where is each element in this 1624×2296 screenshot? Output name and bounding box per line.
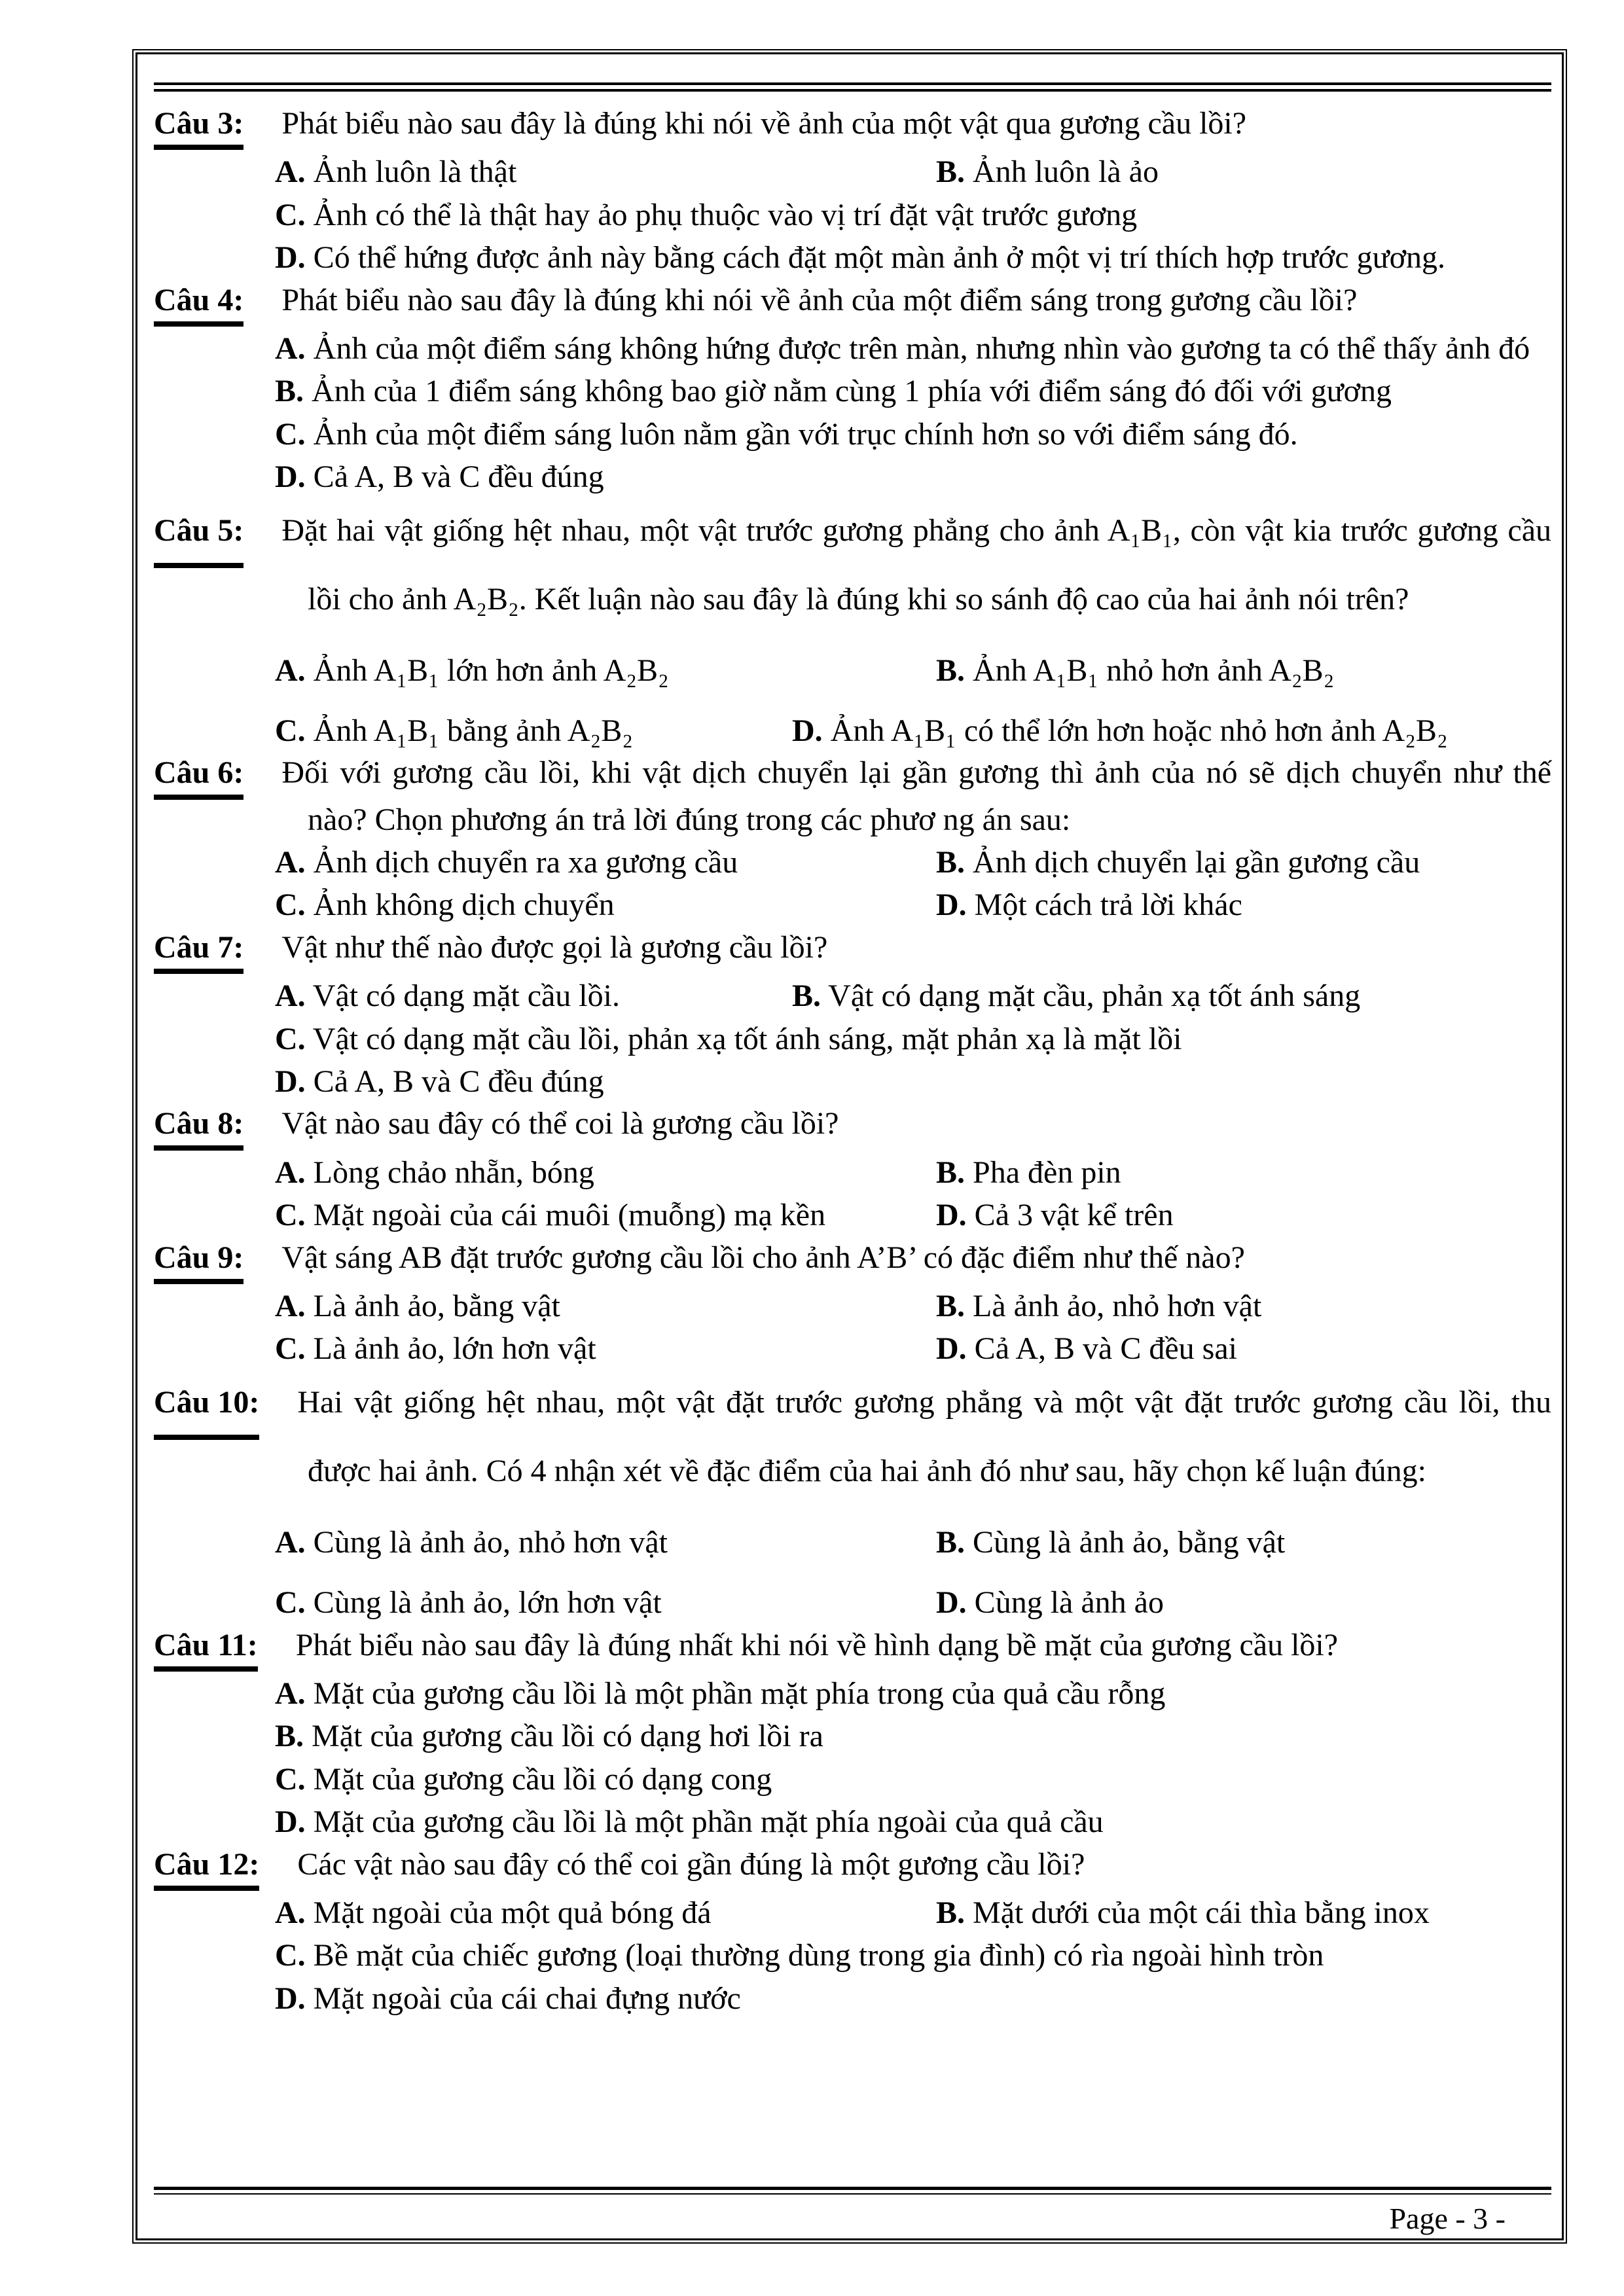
option-row <box>275 1583 1551 1623</box>
option-letter: D. <box>275 459 306 495</box>
option-rows <box>154 1893 1551 2019</box>
option-item: B. Ảnh dịch chuyển lại gần gương cầu <box>936 845 1420 880</box>
option-letter: D. <box>936 1331 967 1367</box>
question-paragraph <box>154 753 1551 840</box>
option-letter: C. <box>275 713 306 748</box>
option-item: A. Ảnh của một điểm sáng không hứng được trên màn, nhưng nhìn vào gương ta có thể thấy ảnh đó <box>275 331 1530 366</box>
option-letter: A. <box>275 154 306 190</box>
option-letter: C. <box>275 888 306 923</box>
option-letter: B. <box>275 1719 304 1754</box>
option-item: B. Cùng là ảnh ảo, bằng vật <box>936 1524 1286 1560</box>
header-separator-rule <box>154 82 1551 92</box>
question-label: Câu 11: <box>154 1625 258 1672</box>
page-number: Page - 3 - <box>1389 2202 1506 2235</box>
footer-separator-rule <box>154 2187 1551 2195</box>
option-item: C. Là ảnh ảo, lớn hơn vật <box>275 1331 596 1367</box>
page-content <box>154 82 1551 2019</box>
option-item: A. Là ảnh ảo, bằng vật <box>275 1288 560 1323</box>
option-rows <box>154 976 1551 1102</box>
option-letter: D. <box>792 713 823 748</box>
option-item: A. Lòng chảo nhẵn, bóng <box>275 1155 594 1190</box>
option-item: D. Mặt ngoài của cái chai đựng nước <box>275 1981 741 2016</box>
option-rows <box>154 651 1551 752</box>
option-letter: C. <box>275 1331 306 1367</box>
option-item: D. Ảnh A₁B₁ có thể lớn hơn hoặc nhỏ hơn ảnh A₂B₂ <box>792 713 1448 748</box>
option-row <box>275 457 1551 497</box>
option-row <box>275 1329 1551 1369</box>
option-letter: B. <box>936 653 965 688</box>
option-item: A. Cùng là ảnh ảo, nhỏ hơn vật <box>275 1524 668 1560</box>
option-letter: B. <box>792 978 821 1014</box>
option-row <box>275 711 1551 751</box>
option-item: D. Một cách trả lời khác <box>936 888 1242 923</box>
option-row <box>275 885 1551 925</box>
option-row <box>275 1759 1551 1800</box>
option-letter: C. <box>275 197 306 232</box>
question-label: Câu 3: <box>154 103 244 150</box>
option-letter: D. <box>936 1198 967 1233</box>
question-block <box>154 1844 1551 2020</box>
option-row <box>275 152 1551 192</box>
option-letter: A. <box>275 1524 306 1560</box>
option-item: D. Cả 3 vật kể trên <box>936 1198 1174 1233</box>
question-block <box>154 1103 1551 1236</box>
option-item: C. Ảnh có thể là thật hay ảo phụ thuộc vào vị trí đặt vật trước gương <box>275 197 1138 232</box>
option-letter: A. <box>275 653 306 688</box>
option-row <box>275 1893 1551 1933</box>
option-letter: D. <box>936 1585 967 1621</box>
option-letter: B. <box>936 845 965 880</box>
option-letter: B. <box>936 1288 965 1323</box>
option-letter: A. <box>275 1288 306 1323</box>
question-paragraph <box>154 1625 1551 1672</box>
question-block <box>154 753 1551 926</box>
option-letter: C. <box>275 1938 306 1973</box>
option-item: C. Ảnh A₁B₁ bằng ảnh A₂B₂ <box>275 713 633 748</box>
option-item: A. Mặt ngoài của một quả bóng đá <box>275 1895 712 1930</box>
option-row <box>275 1286 1551 1327</box>
question-text: Các vật nào sau đây có thể coi gần đúng là một gương cầu lồi? <box>281 1846 1085 1882</box>
question-text: Hai vật giống hệt nhau, một vật đặt trước gương phẳng và một vật đặt trước gương cầu lồi, thu được hai ảnh. Có 4 nhận xét về đặc điểm của hai ảnh đó như sau, hãy chọn kế luận đúng: <box>281 1384 1551 1488</box>
question-text: Đặt hai vật giống hệt nhau, một vật trước gương phẳng cho ảnh A₁B₁, còn vật kia trước gương cầu lồi cho ảnh A₂B₂. Kết luận nào sau đây là đúng khi so sánh độ cao của hai ảnh nói trên? <box>266 512 1551 617</box>
option-rows <box>154 1522 1551 1624</box>
option-letter: C. <box>275 1198 306 1233</box>
option-letter: A. <box>275 1676 306 1711</box>
option-row <box>275 1802 1551 1842</box>
option-item: D. Cả A, B và C đều đúng <box>275 1064 604 1100</box>
option-item: B. Ảnh luôn là ảo <box>936 154 1159 190</box>
option-letter: B. <box>275 374 304 409</box>
question-text: Vật nào sau đây có thể coi là gương cầu lồi? <box>266 1106 839 1141</box>
option-row <box>275 371 1551 412</box>
question-block <box>154 1238 1551 1370</box>
question-text: Phát biểu nào sau đây là đúng khi nói về ảnh của một vật qua gương cầu lồi? <box>266 106 1247 141</box>
question-paragraph <box>154 280 1551 327</box>
option-item: B. Pha đèn pin <box>936 1155 1121 1190</box>
question-block <box>154 1371 1551 1624</box>
option-letter: A. <box>275 1895 306 1930</box>
question-text: Đối với gương cầu lồi, khi vật dịch chuyển lại gần gương thì ảnh của nó sẽ dịch chuyển như thế nào? Chọn phương án trả lời đúng trong các phươ ng án sau: <box>266 755 1551 837</box>
question-label: Câu 10: <box>154 1371 259 1440</box>
question-label: Câu 6: <box>154 753 244 799</box>
option-item: D. Mặt của gương cầu lồi là một phần mặt phía ngoài của quả cầu <box>275 1804 1104 1840</box>
option-row <box>275 414 1551 455</box>
question-label: Câu 8: <box>154 1103 244 1150</box>
question-block <box>154 280 1551 498</box>
option-rows <box>154 152 1551 278</box>
option-row <box>275 238 1551 278</box>
question-paragraph <box>154 927 1551 974</box>
option-letter: C. <box>275 1021 306 1056</box>
option-letter: A. <box>275 978 306 1014</box>
question-label: Câu 12: <box>154 1844 259 1891</box>
option-letter: D. <box>275 240 306 276</box>
option-item: B. Mặt của gương cầu lồi có dạng hơi lồi ra <box>275 1719 823 1754</box>
question-text: Phát biểu nào sau đây là đúng khi nói về ảnh của một điểm sáng trong gương cầu lồi? <box>266 282 1358 317</box>
option-letter: C. <box>275 1761 306 1797</box>
option-item: C. Mặt của gương cầu lồi có dạng cong <box>275 1761 772 1797</box>
option-item: C. Bề mặt của chiếc gương (loại thường dùng trong gia đình) có rìa ngoài hình tròn <box>275 1938 1324 1973</box>
option-item: C. Mặt ngoài của cái muôi (muỗng) mạ kền <box>275 1198 826 1233</box>
question-text: Vật sáng AB đặt trước gương cầu lồi cho ảnh A’B’ có đặc điểm như thế nào? <box>266 1240 1245 1275</box>
option-rows <box>154 842 1551 926</box>
option-letter: D. <box>275 1981 306 2016</box>
option-letter: D. <box>275 1804 306 1840</box>
option-letter: A. <box>275 331 306 366</box>
page-footer <box>154 2187 1551 2236</box>
option-item: C. Ảnh không dịch chuyển <box>275 888 615 923</box>
question-label: Câu 4: <box>154 280 244 327</box>
question-paragraph <box>154 103 1551 150</box>
option-row <box>275 1935 1551 1976</box>
option-item: D. Có thể hứng được ảnh này bằng cách đặt một màn ảnh ở một vị trí thích hợp trước gương. <box>275 240 1445 276</box>
option-item: C. Ảnh của một điểm sáng luôn nằm gần với trục chính hơn so với điểm sáng đó. <box>275 416 1298 452</box>
option-item: A. Mặt của gương cầu lồi là một phần mặt phía trong của quả cầu rỗng <box>275 1676 1166 1711</box>
option-row <box>275 1674 1551 1714</box>
option-item: B. Ảnh của 1 điểm sáng không bao giờ nằm cùng 1 phía với điểm sáng đó đối với gương <box>275 374 1392 409</box>
question-paragraph <box>154 499 1551 631</box>
option-rows <box>154 329 1551 498</box>
option-row <box>275 1979 1551 2019</box>
option-letter: B. <box>936 1155 965 1190</box>
question-paragraph <box>154 1844 1551 1891</box>
option-row <box>275 329 1551 369</box>
option-item: D. Cả A, B và C đều sai <box>936 1331 1237 1367</box>
question-label: Câu 9: <box>154 1238 244 1284</box>
option-rows <box>154 1286 1551 1370</box>
option-letter: B. <box>936 1524 965 1560</box>
option-row <box>275 1195 1551 1236</box>
question-paragraph <box>154 1103 1551 1150</box>
option-item: B. Ảnh A₁B₁ nhỏ hơn ảnh A₂B₂ <box>936 653 1335 688</box>
option-letter: B. <box>936 154 965 190</box>
option-row <box>275 1153 1551 1193</box>
option-row <box>275 842 1551 883</box>
question-block <box>154 927 1551 1103</box>
option-letter: D. <box>936 888 967 923</box>
question-block <box>154 1625 1551 1843</box>
option-row <box>275 651 1551 691</box>
option-rows <box>154 1674 1551 1843</box>
question-label: Câu 5: <box>154 499 244 568</box>
option-rows <box>154 1153 1551 1236</box>
question-block <box>154 103 1551 279</box>
option-row <box>275 195 1551 236</box>
question-text: Vật như thế nào được gọi là gương cầu lồi? <box>266 929 828 965</box>
option-letter: C. <box>275 416 306 452</box>
option-item: B. Vật có dạng mặt cầu, phản xạ tốt ánh sáng <box>792 978 1361 1014</box>
option-item: A. Ảnh dịch chuyển ra xa gương cầu <box>275 845 738 880</box>
option-item: D. Cả A, B và C đều đúng <box>275 459 604 495</box>
question-text: Phát biểu nào sau đây là đúng nhất khi nói về hình dạng bề mặt của gương cầu lồi? <box>280 1627 1339 1662</box>
option-item: B. Mặt dưới của một cái thìa bằng inox <box>936 1895 1430 1930</box>
option-row <box>275 1019 1551 1060</box>
option-letter: C. <box>275 1585 306 1621</box>
question-label: Câu 7: <box>154 927 244 974</box>
option-row <box>275 1716 1551 1757</box>
option-letter: A. <box>275 1155 306 1190</box>
question-paragraph <box>154 1238 1551 1284</box>
question-paragraph <box>154 1371 1551 1503</box>
option-item: C. Vật có dạng mặt cầu lồi, phản xạ tốt ánh sáng, mặt phản xạ là mặt lồi <box>275 1021 1182 1056</box>
option-row <box>275 1062 1551 1102</box>
option-item: A. Ảnh luôn là thật <box>275 154 517 190</box>
option-letter: A. <box>275 845 306 880</box>
option-item: D. Cùng là ảnh ảo <box>936 1585 1164 1621</box>
option-item: B. Là ảnh ảo, nhỏ hơn vật <box>936 1288 1262 1323</box>
option-item: A. Vật có dạng mặt cầu lồi. <box>275 978 620 1014</box>
option-item: A. Ảnh A₁B₁ lớn hơn ảnh A₂B₂ <box>275 653 669 688</box>
option-item: C. Cùng là ảnh ảo, lớn hơn vật <box>275 1585 662 1621</box>
option-letter: B. <box>936 1895 965 1930</box>
option-row <box>275 976 1551 1016</box>
question-block <box>154 499 1551 752</box>
questions-list <box>154 103 1551 2019</box>
option-row <box>275 1522 1551 1563</box>
option-letter: D. <box>275 1064 306 1100</box>
